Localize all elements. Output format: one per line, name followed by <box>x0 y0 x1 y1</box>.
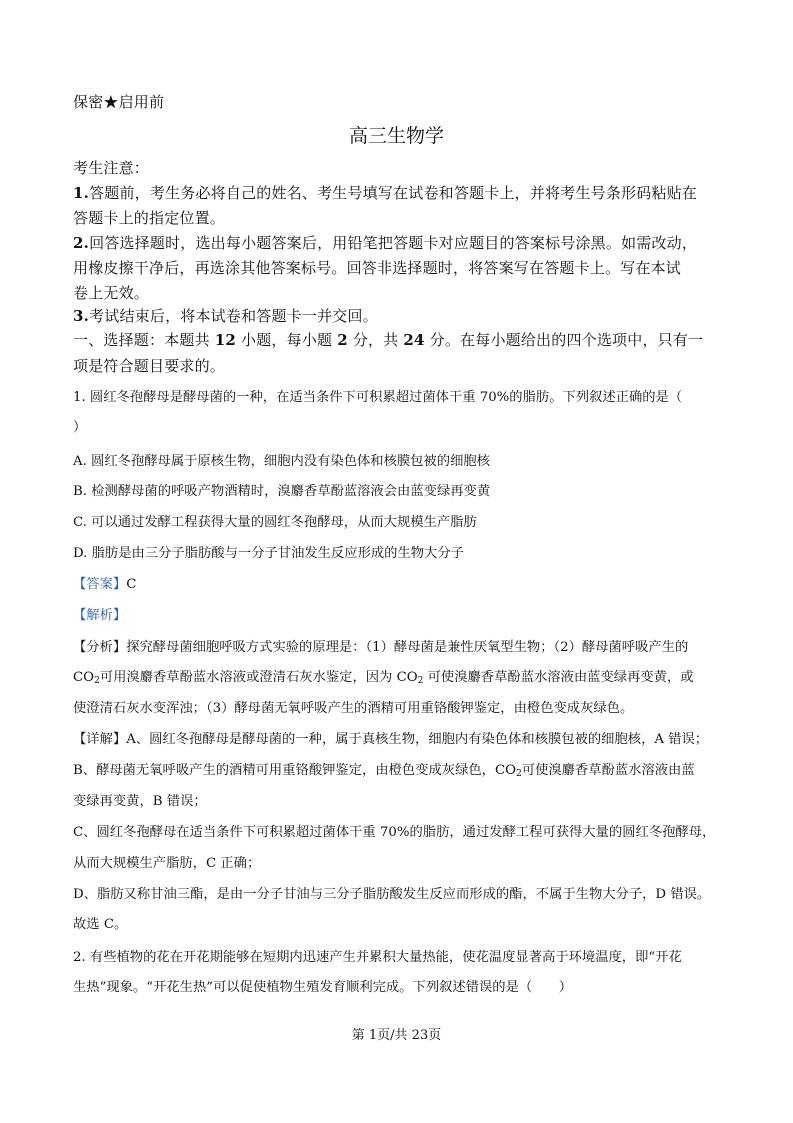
section-heading-cont: 项是符合题目要求的。 <box>73 357 226 375</box>
confidential-label: 保密★启用前 <box>73 93 165 111</box>
q1-option-c: C. 可以通过发酵工程获得大量的圆红冬孢酵母，从而大规模生产脂肪 <box>73 515 477 530</box>
star-icon: ★ <box>103 93 119 111</box>
q1-detail-line-6: D、脂肪又称甘油三酯，是由一分子甘油与三分子脂肪酸发生反应而形成的酯，不属于生物大分子，D 错误。 <box>73 887 711 902</box>
notice-item-2: 2.回答选择题时，选出每小题答案后，用铅笔把答题卡对应题目的答案标号涂黑。如需改动， <box>73 234 698 252</box>
q1-detail-line-2: B、酵母菌无氧呼吸产生的酒精可用重铬酸钾鉴定，由橙色变成灰绿色，$CO_2$可使溴麝香草酚蓝水溶液由蓝 <box>73 763 695 779</box>
notice-item-2-cont2: 卷上无效。 <box>73 284 150 302</box>
q1-option-a: A. 圆红冬孢酵母属于原核生物，细胞内没有染色体和核膜包被的细胞核 <box>73 454 490 469</box>
q1-conclusion: 故选 C。 <box>73 917 128 932</box>
q1-answer: 【答案】C <box>73 577 137 592</box>
q1-stem: 1. 圆红冬孢酵母是酵母菌的一种，在适当条件下可积累超过菌体干重 70%的脂肪。下列叙述正确的是（ <box>73 390 683 405</box>
q1-detail-line-4: C、圆红冬孢酵母在适当条件下可积累超过菌体干重 70%的脂肪，通过发酵工程可获得大量的圆红冬孢酵母， <box>73 825 716 840</box>
q1-option-d: D. 脂肪是由三分子脂肪酸与一分子甘油发生反应形成的生物大分子 <box>73 546 464 561</box>
q1-fenxi-line-3: 使澄清石灰水变浑浊；（3）酵母菌无氧呼吸产生的酒精可用重铬酸钾鉴定，由橙色变成灰绿色。 <box>73 701 634 716</box>
section-heading: 一、选择题：本题共 12 小题，每小题 2 分，共 24 分。在每小题给出的四个选项中，只有一 <box>73 331 704 349</box>
q2-stem: 2. 有些植物的花在开花期能够在短期内迅速产生并累积大量热能，使花温度显著高于环境温度，即“开花 <box>73 950 682 965</box>
q2-stem-cont: 生热”现象。“开花生热”可以促使植物生殖发育顺利完成。下列叙述错误的是（ ） <box>73 980 573 995</box>
q1-detail-line-3: 变绿再变黄，B 错误； <box>73 794 207 809</box>
notice-item-2-cont: 用橡皮擦干净后，再选涂其他答案标号。回答非选择题时，将答案写在答题卡上。写在本试 <box>73 259 682 277</box>
q1-stem-cont: ） <box>73 420 87 435</box>
q1-fenxi-line-2: $CO_2$可用溴麝香草酚蓝水溶液或澄清石灰水鉴定，因为 $CO_2$ 可使溴麝香草酚蓝水溶液由蓝变绿再变黄，或 <box>73 670 694 686</box>
q1-option-b: B. 检测酵母菌的呼吸产物酒精时，溴麝香草酚蓝溶液会由蓝变绿再变黄 <box>73 484 491 499</box>
notice-heading: 考生注意： <box>73 159 150 177</box>
q1-detail-line-5: 从而大规模生产脂肪，C 正确； <box>73 856 261 871</box>
notice-item-3: 3.考试结束后，将本试卷和答题卡一并交回。 <box>73 307 378 325</box>
q1-detail-line-1: 【详解】A、圆红冬孢酵母是酵母菌的一种，属于真核生物，细胞内有染色体和核膜包被的细胞核，A 错误； <box>73 732 709 747</box>
page-title: 高三生物学 <box>348 125 444 147</box>
page-number: 第 1页/共 23页 <box>351 1028 442 1043</box>
notice-item-1: 1.答题前，考生务必将自己的姓名、考生号填写在试卷和答题卡上，并将考生号条形码粘贴在 <box>73 184 698 202</box>
notice-item-1-cont: 答题卡上的指定位置。 <box>73 209 226 227</box>
q1-analysis-tag: 【解析】 <box>73 608 127 623</box>
q1-fenxi-line-1: 【分析】探究酵母菌细胞呼吸方式实验的原理是：（1）酵母菌是兼性厌氧型生物；（2）酵母菌呼吸产生的 <box>73 640 689 655</box>
